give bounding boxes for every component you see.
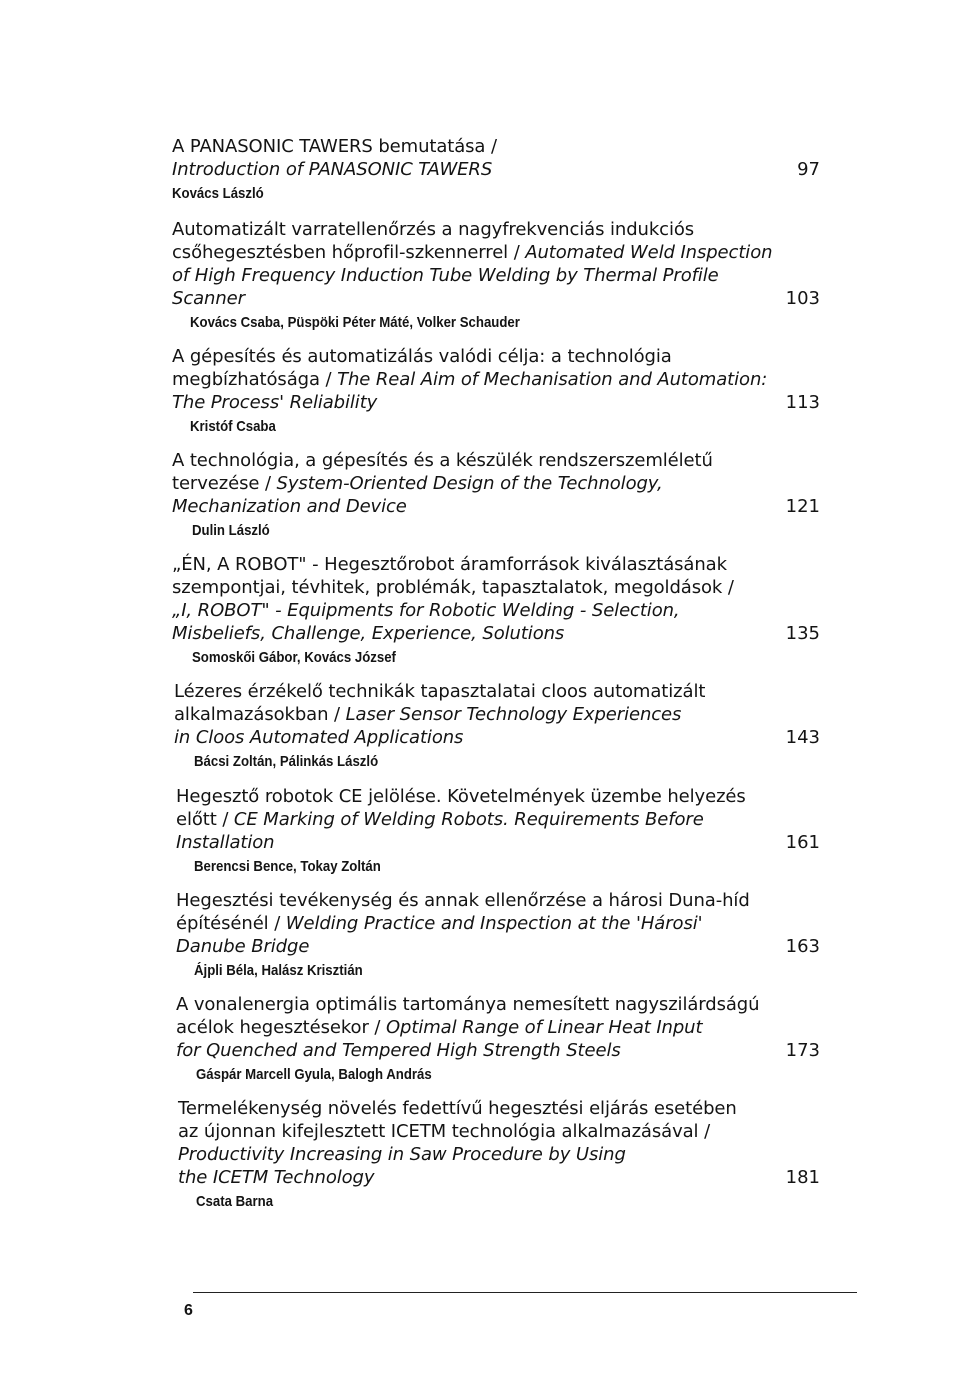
entry-title-line: alkalmazásokban / Laser Sensor Technology Experiences [174, 704, 682, 725]
entry-author: Kovács László [172, 185, 264, 202]
entry-page-number: 163 [785, 936, 820, 957]
entry-title-line: Productivity Increasing in Saw Procedure by Using [178, 1144, 626, 1165]
entry-title-line: előtt / CE Marking of Welding Robots. Requirements Before [176, 809, 704, 830]
entry-author: Kovács Csaba, Püspöki Péter Máté, Volker Schauder [190, 314, 520, 331]
entry-title-line: Automatizált varratellenőrzés a nagyfrekvenciás indukciós [172, 219, 695, 240]
entry-title-line: Hegesztő robotok CE jelölése. Követelmények üzembe helyezés [176, 786, 746, 807]
entry-page-number: 173 [785, 1040, 820, 1061]
entry-author: Gáspár Marcell Gyula, Balogh András [196, 1066, 432, 1083]
toc-entry [172, 218, 832, 333]
entry-title-line: „I, ROBOT" - Equipments for Robotic Welding - Selection, [172, 600, 680, 621]
entry-title-line: The Process' Reliability [172, 392, 378, 413]
entry-author: Kristóf Csaba [190, 418, 276, 435]
toc-entry [176, 993, 836, 1085]
entry-title-line: acélok hegesztésekor / Optimal Range of Linear Heat Input [176, 1017, 703, 1038]
entry-title-line: in Cloos Automated Applications [174, 727, 464, 748]
entry-title-line: az újonnan kifejlesztett ICETM technológia alkalmazásával / [178, 1121, 711, 1142]
toc-entry [174, 680, 834, 772]
entry-title-line: for Quenched and Tempered High Strength Steels [176, 1040, 621, 1061]
entry-title-line: A gépesítés és automatizálás valódi célja: a technológia [172, 346, 672, 367]
entry-title-line: Introduction of PANASONIC TAWERS [172, 159, 493, 180]
toc-entry [172, 135, 832, 204]
footer-rule [193, 1292, 857, 1293]
toc-entry [176, 785, 836, 877]
toc-entry [172, 449, 832, 541]
entry-title-line: Mechanization and Device [172, 496, 407, 517]
entry-title-line: A PANASONIC TAWERS bemutatása / [172, 136, 497, 157]
entry-title-line: építésénél / Welding Practice and Inspection at the 'Hárosi' [176, 913, 703, 934]
entry-author: Berencsi Bence, Tokay Zoltán [194, 858, 381, 875]
entry-page-number: 103 [785, 288, 820, 309]
entry-title-line: Hegesztési tevékenység és annak ellenőrzése a hárosi Duna-híd [176, 890, 750, 911]
entry-author: Somoskői Gábor, Kovács József [192, 649, 396, 666]
entry-page-number: 97 [797, 159, 820, 180]
entry-page-number: 121 [785, 496, 820, 517]
entry-title-line: „ÉN, A ROBOT" - Hegesztőrobot áramforrások kiválasztásának [172, 554, 727, 575]
entry-title-line: Lézeres érzékelő technikák tapasztalatai cloos automatizált [174, 681, 706, 702]
entry-page-number: 143 [785, 727, 820, 748]
entry-title-line: csőhegesztésben hőprofil-szkennerrel / Automated Weld Inspection [172, 242, 773, 263]
toc-entry [172, 553, 832, 668]
entry-title-line: A vonalenergia optimális tartománya nemesített nagyszilárdságú [176, 994, 760, 1015]
entry-author: Csata Barna [196, 1193, 274, 1210]
entry-author: Ájpli Béla, Halász Krisztián [194, 962, 363, 979]
entry-title-line: megbízhatósága / The Real Aim of Mechanisation and Automation: [172, 369, 768, 390]
toc-entry [172, 345, 832, 437]
entry-page-number: 161 [785, 832, 820, 853]
entry-title-line: A technológia, a gépesítés és a készülék rendszerszemléletű [172, 450, 713, 471]
page-folio: 6 [184, 1302, 193, 1319]
entry-title-line: Danube Bridge [176, 936, 310, 957]
entry-title-line: the ICETM Technology [178, 1167, 375, 1188]
toc-entry [178, 1097, 838, 1212]
entry-title-line: of High Frequency Induction Tube Welding by Thermal Profile [172, 265, 719, 286]
entry-page-number: 113 [785, 392, 820, 413]
toc-entry [176, 889, 836, 981]
entry-page-number: 135 [785, 623, 820, 644]
entry-title-line: Scanner [172, 288, 245, 309]
entry-title-line: szempontjai, tévhitek, problémák, tapasztalatok, megoldások / [172, 577, 734, 598]
entry-page-number: 181 [785, 1167, 820, 1188]
entry-title-line: tervezése / System-Oriented Design of the Technology, [172, 473, 663, 494]
entry-title-line: Misbeliefs, Challenge, Experience, Solutions [172, 623, 565, 644]
entry-title-line: Installation [176, 832, 275, 853]
entry-title-line: Termelékenység növelés fedettívű hegesztési eljárás esetében [178, 1098, 737, 1119]
entry-author: Bácsi Zoltán, Pálinkás László [194, 753, 379, 770]
entry-author: Dulin László [192, 522, 270, 539]
